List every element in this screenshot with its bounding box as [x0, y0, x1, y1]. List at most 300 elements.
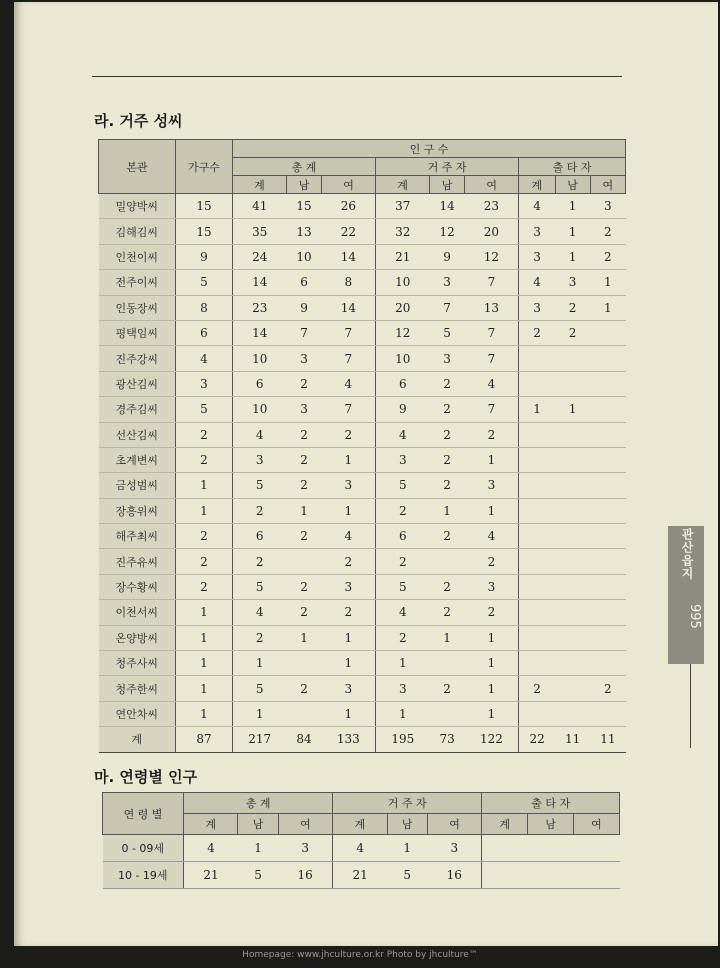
surname-subheader: 여	[465, 176, 519, 194]
count-cell	[555, 524, 590, 549]
count-cell: 7	[322, 397, 376, 422]
surname-subheader: 계	[519, 176, 555, 194]
count-cell: 1	[590, 270, 625, 295]
age-header-group-away: 출 타 자	[482, 793, 620, 814]
age-range-cell: 10 - 19세	[103, 862, 184, 889]
count-cell: 3	[427, 835, 481, 862]
table-row	[99, 473, 626, 498]
table-row	[99, 676, 626, 701]
count-cell	[555, 473, 590, 498]
households-cell: 1	[176, 600, 233, 625]
header-age: 연 령 별	[103, 793, 184, 835]
count-cell	[555, 676, 590, 701]
count-cell: 2	[322, 600, 376, 625]
surname-cell: 연안차씨	[99, 701, 176, 726]
count-cell: 37	[376, 194, 430, 219]
table-row	[99, 498, 626, 523]
total-row	[99, 727, 626, 752]
count-cell	[519, 447, 555, 472]
surname-subheader: 남	[555, 176, 590, 194]
count-cell: 1	[555, 194, 590, 219]
surname-cell: 인천이씨	[99, 244, 176, 269]
count-cell	[519, 524, 555, 549]
count-cell: 20	[465, 219, 519, 244]
count-cell: 2	[376, 498, 430, 523]
age-subheader: 남	[528, 814, 574, 835]
count-cell	[519, 371, 555, 396]
count-cell: 2	[286, 422, 321, 447]
surname-subheader: 여	[590, 176, 625, 194]
surname-cell: 진주강씨	[99, 346, 176, 371]
count-cell: 14	[430, 194, 465, 219]
count-cell: 13	[286, 219, 321, 244]
count-cell: 13	[465, 295, 519, 320]
households-cell: 1	[176, 625, 233, 650]
age-range-cell: 0 - 09세	[103, 835, 184, 862]
count-cell	[590, 524, 625, 549]
count-cell	[519, 600, 555, 625]
count-cell: 2	[430, 574, 465, 599]
count-cell: 7	[465, 397, 519, 422]
count-cell: 7	[322, 320, 376, 345]
count-cell: 2	[430, 600, 465, 625]
households-cell: 5	[176, 270, 233, 295]
count-cell: 2	[376, 625, 430, 650]
count-cell: 1	[465, 651, 519, 676]
count-cell	[590, 320, 625, 345]
count-cell: 10	[376, 346, 430, 371]
count-cell: 4	[519, 194, 555, 219]
side-rule	[690, 664, 691, 748]
count-cell	[590, 651, 625, 676]
table-row	[99, 371, 626, 396]
age-subheader: 계	[482, 814, 528, 835]
count-cell: 2	[519, 320, 555, 345]
count-cell: 133	[322, 727, 376, 752]
age-subheader: 여	[574, 814, 620, 835]
count-cell	[590, 701, 625, 726]
count-cell: 3	[322, 473, 376, 498]
count-cell	[519, 498, 555, 523]
count-cell: 14	[322, 244, 376, 269]
age-subheader: 계	[333, 814, 387, 835]
table-row	[99, 244, 626, 269]
table-row	[99, 701, 626, 726]
count-cell: 3	[590, 194, 625, 219]
households-cell: 15	[176, 219, 233, 244]
count-cell: 2	[430, 371, 465, 396]
count-cell: 2	[233, 498, 287, 523]
count-cell: 2	[376, 549, 430, 574]
surname-cell: 광산김씨	[99, 371, 176, 396]
count-cell: 5	[233, 574, 287, 599]
count-cell: 11	[555, 727, 590, 752]
surname-cell: 온양방씨	[99, 625, 176, 650]
count-cell	[519, 422, 555, 447]
count-cell: 1	[430, 498, 465, 523]
count-cell: 5	[387, 862, 427, 889]
table-row	[99, 270, 626, 295]
table-row	[99, 447, 626, 472]
count-cell: 1	[555, 244, 590, 269]
count-cell: 2	[430, 422, 465, 447]
age-subheader: 계	[184, 814, 238, 835]
surname-cell: 해주최씨	[99, 524, 176, 549]
age-header-group-resident: 거 주 자	[333, 793, 482, 814]
count-cell: 1	[376, 701, 430, 726]
count-cell: 2	[286, 574, 321, 599]
count-cell: 1	[519, 397, 555, 422]
count-cell: 3	[465, 574, 519, 599]
count-cell	[555, 346, 590, 371]
count-cell: 6	[286, 270, 321, 295]
count-cell: 1	[238, 835, 278, 862]
count-cell: 2	[465, 600, 519, 625]
count-cell: 6	[233, 524, 287, 549]
header-origin: 본관	[99, 140, 176, 194]
count-cell: 2	[430, 524, 465, 549]
count-cell: 2	[233, 549, 287, 574]
count-cell: 1	[233, 651, 287, 676]
count-cell: 6	[233, 371, 287, 396]
count-cell: 12	[465, 244, 519, 269]
count-cell	[590, 397, 625, 422]
table-row	[103, 862, 620, 889]
count-cell: 73	[430, 727, 465, 752]
surname-subheader: 남	[286, 176, 321, 194]
count-cell: 4	[465, 371, 519, 396]
header-population: 인 구 수	[233, 140, 626, 158]
count-cell	[590, 600, 625, 625]
footer-credit: Homepage: www.jhculture.or.kr Photo by jhculture™	[242, 950, 478, 960]
surname-cell: 김해김씨	[99, 219, 176, 244]
count-cell: 1	[590, 295, 625, 320]
count-cell: 22	[322, 219, 376, 244]
count-cell: 3	[322, 676, 376, 701]
count-cell: 5	[430, 320, 465, 345]
count-cell	[519, 701, 555, 726]
count-cell: 3	[286, 346, 321, 371]
count-cell: 14	[233, 320, 287, 345]
count-cell	[555, 422, 590, 447]
count-cell: 20	[376, 295, 430, 320]
count-cell: 3	[376, 447, 430, 472]
book-title: 관산읍지	[680, 528, 694, 580]
count-cell: 195	[376, 727, 430, 752]
surname-cell: 계	[99, 727, 176, 752]
surname-cell: 진주유씨	[99, 549, 176, 574]
count-cell: 1	[555, 397, 590, 422]
households-cell: 2	[176, 422, 233, 447]
table-row	[99, 524, 626, 549]
count-cell: 2	[286, 600, 321, 625]
count-cell	[519, 651, 555, 676]
surname-subheader: 계	[376, 176, 430, 194]
count-cell	[555, 600, 590, 625]
table-row	[99, 194, 626, 219]
count-cell: 23	[233, 295, 287, 320]
age-subheader: 남	[238, 814, 278, 835]
count-cell: 11	[590, 727, 625, 752]
count-cell: 2	[286, 676, 321, 701]
count-cell: 7	[322, 346, 376, 371]
count-cell	[590, 549, 625, 574]
count-cell: 1	[555, 219, 590, 244]
count-cell: 1	[376, 651, 430, 676]
count-cell: 14	[322, 295, 376, 320]
households-cell: 2	[176, 447, 233, 472]
count-cell: 4	[376, 422, 430, 447]
count-cell	[574, 835, 620, 862]
surname-cell: 초계변씨	[99, 447, 176, 472]
count-cell	[590, 447, 625, 472]
age-header-group-total: 총 계	[184, 793, 333, 814]
count-cell: 4	[333, 835, 387, 862]
count-cell: 10	[376, 270, 430, 295]
count-cell: 10	[286, 244, 321, 269]
count-cell: 3	[376, 676, 430, 701]
count-cell	[519, 346, 555, 371]
table-row	[99, 651, 626, 676]
count-cell: 7	[430, 295, 465, 320]
count-cell: 10	[233, 397, 287, 422]
table-row	[99, 219, 626, 244]
count-cell: 7	[465, 320, 519, 345]
count-cell	[286, 701, 321, 726]
surname-table	[98, 139, 626, 753]
households-cell: 2	[176, 549, 233, 574]
count-cell: 1	[465, 676, 519, 701]
count-cell: 1	[465, 498, 519, 523]
count-cell	[590, 574, 625, 599]
count-cell: 4	[322, 371, 376, 396]
count-cell	[590, 473, 625, 498]
count-cell: 4	[465, 524, 519, 549]
count-cell: 32	[376, 219, 430, 244]
count-cell: 2	[590, 676, 625, 701]
count-cell	[519, 473, 555, 498]
header-group-away: 출 타 자	[519, 158, 626, 176]
count-cell: 2	[286, 524, 321, 549]
households-cell: 8	[176, 295, 233, 320]
count-cell: 2	[465, 422, 519, 447]
surname-cell: 선산김씨	[99, 422, 176, 447]
count-cell	[590, 498, 625, 523]
count-cell	[590, 422, 625, 447]
count-cell: 1	[322, 651, 376, 676]
section-title-age: 마. 연령별 인구	[94, 768, 198, 786]
count-cell: 24	[233, 244, 287, 269]
count-cell	[555, 651, 590, 676]
count-cell: 2	[430, 676, 465, 701]
count-cell: 1	[465, 701, 519, 726]
count-cell	[555, 701, 590, 726]
households-cell: 1	[176, 676, 233, 701]
surname-cell: 인동장씨	[99, 295, 176, 320]
count-cell: 1	[322, 447, 376, 472]
count-cell	[430, 701, 465, 726]
table-row	[99, 625, 626, 650]
count-cell	[519, 574, 555, 599]
count-cell: 2	[555, 320, 590, 345]
count-cell: 10	[233, 346, 287, 371]
surname-cell: 장흥위씨	[99, 498, 176, 523]
count-cell	[286, 549, 321, 574]
count-cell: 3	[322, 574, 376, 599]
count-cell: 22	[519, 727, 555, 752]
count-cell: 41	[233, 194, 287, 219]
surname-table-body	[99, 194, 626, 753]
count-cell: 5	[376, 473, 430, 498]
count-cell: 2	[430, 397, 465, 422]
count-cell: 7	[286, 320, 321, 345]
count-cell: 3	[430, 270, 465, 295]
count-cell: 3	[519, 219, 555, 244]
age-subheader: 여	[427, 814, 481, 835]
count-cell	[286, 651, 321, 676]
count-cell: 9	[286, 295, 321, 320]
surname-subheader: 남	[430, 176, 465, 194]
households-cell: 1	[176, 473, 233, 498]
count-cell	[528, 862, 574, 889]
count-cell	[519, 549, 555, 574]
households-cell: 15	[176, 194, 233, 219]
households-cell: 1	[176, 498, 233, 523]
surname-cell: 금성범씨	[99, 473, 176, 498]
count-cell: 6	[376, 524, 430, 549]
age-subheader: 여	[278, 814, 332, 835]
age-table-body	[103, 835, 620, 889]
count-cell: 122	[465, 727, 519, 752]
header-rule	[92, 76, 622, 77]
count-cell: 2	[465, 549, 519, 574]
count-cell: 1	[233, 701, 287, 726]
count-cell	[574, 862, 620, 889]
count-cell: 7	[465, 346, 519, 371]
header-group-total: 총 계	[233, 158, 376, 176]
count-cell: 15	[286, 194, 321, 219]
count-cell: 5	[233, 676, 287, 701]
count-cell: 1	[322, 498, 376, 523]
header-group-resident: 거 주 자	[376, 158, 519, 176]
households-cell: 2	[176, 524, 233, 549]
surname-cell: 이천서씨	[99, 600, 176, 625]
households-cell: 6	[176, 320, 233, 345]
households-cell: 9	[176, 244, 233, 269]
table-row	[99, 295, 626, 320]
count-cell	[590, 371, 625, 396]
count-cell: 2	[555, 295, 590, 320]
count-cell: 1	[286, 625, 321, 650]
count-cell	[430, 549, 465, 574]
count-cell: 9	[430, 244, 465, 269]
households-cell: 1	[176, 651, 233, 676]
count-cell: 4	[322, 524, 376, 549]
table-row	[99, 422, 626, 447]
table-row	[99, 574, 626, 599]
count-cell: 2	[233, 625, 287, 650]
surname-cell: 장수황씨	[99, 574, 176, 599]
count-cell: 5	[233, 473, 287, 498]
households-cell: 4	[176, 346, 233, 371]
count-cell: 1	[286, 498, 321, 523]
count-cell	[555, 625, 590, 650]
age-subheader: 남	[387, 814, 427, 835]
count-cell: 4	[184, 835, 238, 862]
count-cell: 2	[590, 219, 625, 244]
surname-cell: 평택임씨	[99, 320, 176, 345]
count-cell: 2	[590, 244, 625, 269]
count-cell: 26	[322, 194, 376, 219]
count-cell: 6	[376, 371, 430, 396]
count-cell	[590, 346, 625, 371]
count-cell	[555, 498, 590, 523]
households-cell: 3	[176, 371, 233, 396]
surname-subheader: 여	[322, 176, 376, 194]
count-cell: 1	[322, 701, 376, 726]
count-cell: 1	[465, 447, 519, 472]
count-cell: 5	[376, 574, 430, 599]
count-cell: 23	[465, 194, 519, 219]
count-cell: 16	[427, 862, 481, 889]
count-cell: 3	[286, 397, 321, 422]
header-households: 가구수	[176, 140, 233, 194]
surname-subheader: 계	[233, 176, 287, 194]
count-cell	[430, 651, 465, 676]
count-cell: 2	[286, 447, 321, 472]
count-cell: 1	[465, 625, 519, 650]
count-cell: 16	[278, 862, 332, 889]
count-cell	[482, 835, 528, 862]
count-cell: 2	[322, 549, 376, 574]
households-cell: 2	[176, 574, 233, 599]
count-cell: 3	[233, 447, 287, 472]
count-cell: 12	[376, 320, 430, 345]
table-row	[99, 397, 626, 422]
surname-cell: 청주사씨	[99, 651, 176, 676]
surname-cell: 경주김씨	[99, 397, 176, 422]
table-row	[99, 549, 626, 574]
count-cell: 35	[233, 219, 287, 244]
count-cell: 14	[233, 270, 287, 295]
count-cell: 4	[376, 600, 430, 625]
table-row	[103, 835, 620, 862]
count-cell: 2	[430, 473, 465, 498]
table-row	[99, 346, 626, 371]
count-cell: 1	[322, 625, 376, 650]
table-row	[99, 600, 626, 625]
count-cell: 217	[233, 727, 287, 752]
count-cell: 84	[286, 727, 321, 752]
count-cell: 8	[322, 270, 376, 295]
count-cell: 1	[430, 625, 465, 650]
count-cell: 3	[555, 270, 590, 295]
count-cell	[555, 447, 590, 472]
count-cell: 3	[278, 835, 332, 862]
count-cell: 21	[333, 862, 387, 889]
count-cell: 9	[376, 397, 430, 422]
count-cell: 3	[519, 295, 555, 320]
count-cell: 4	[233, 422, 287, 447]
count-cell: 3	[430, 346, 465, 371]
count-cell: 3	[519, 244, 555, 269]
households-cell: 87	[176, 727, 233, 752]
surname-cell: 청주한씨	[99, 676, 176, 701]
count-cell: 5	[238, 862, 278, 889]
surname-cell: 밀양박씨	[99, 194, 176, 219]
households-cell: 1	[176, 701, 233, 726]
age-table	[102, 792, 620, 889]
